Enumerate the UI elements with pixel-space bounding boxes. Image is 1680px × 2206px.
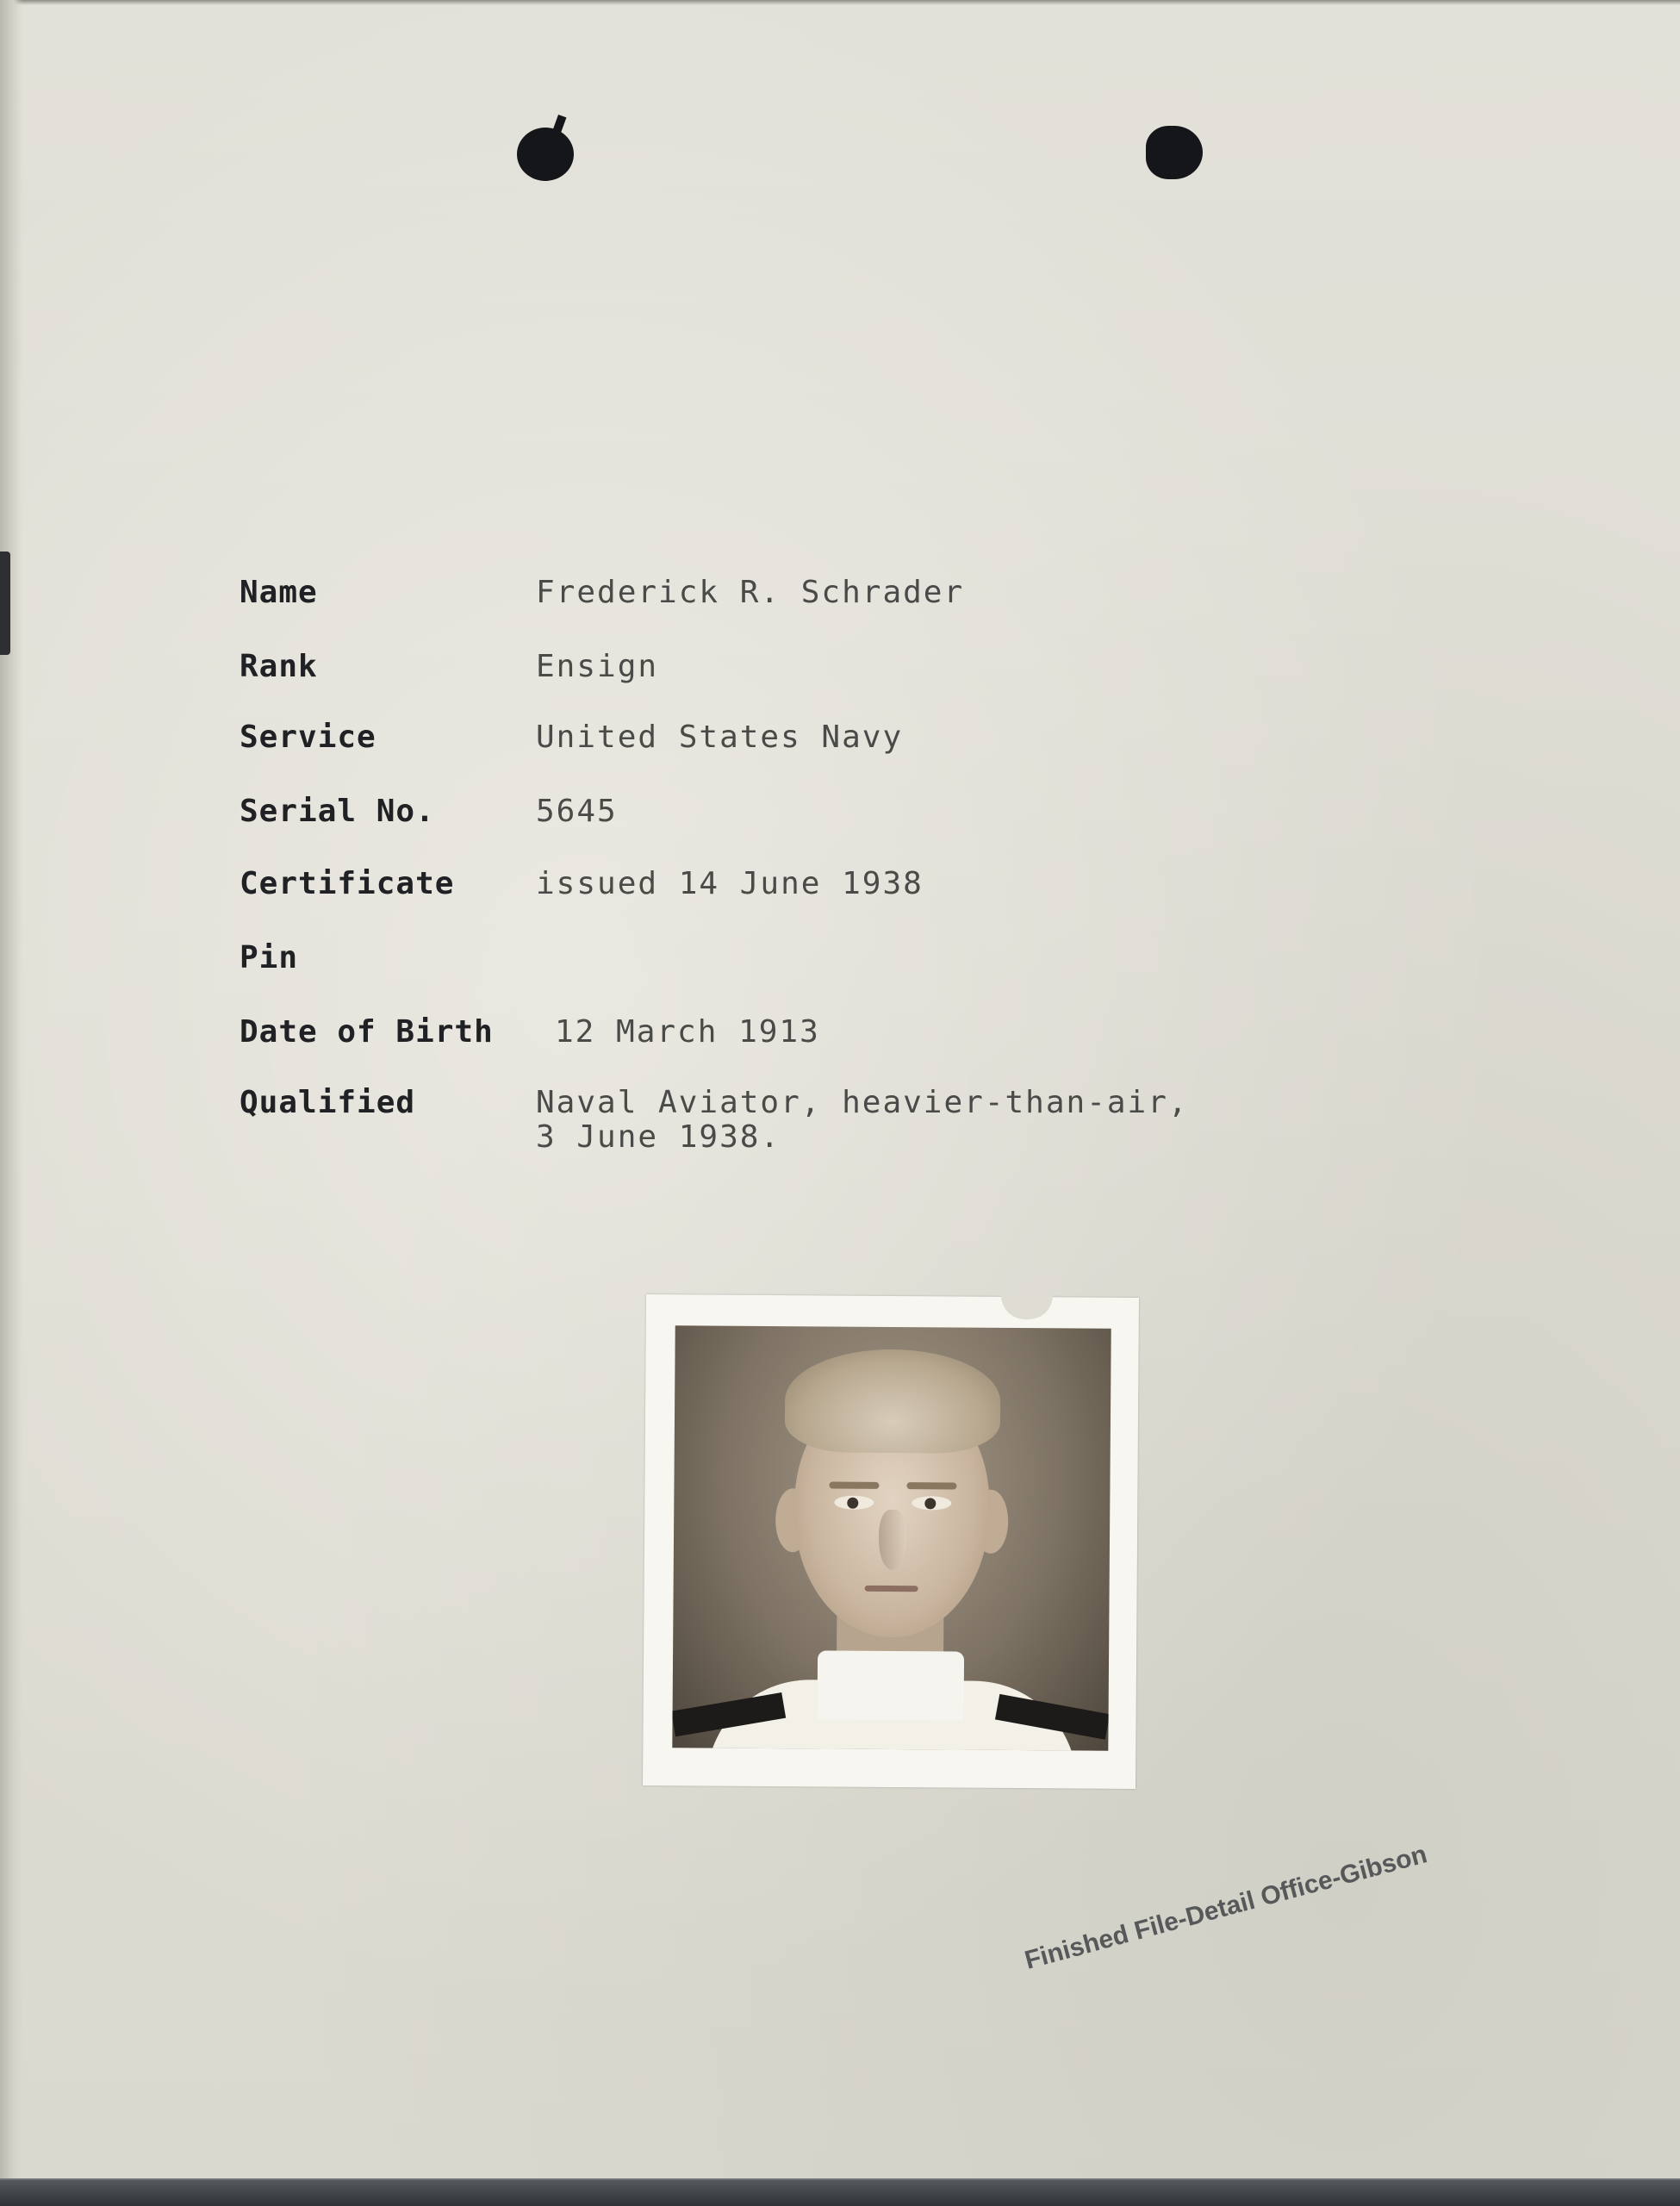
brow-right bbox=[906, 1482, 956, 1489]
paper-top-edge bbox=[0, 0, 1680, 5]
brow-left bbox=[829, 1481, 879, 1488]
serial-label: Serial No. bbox=[240, 794, 435, 829]
punch-hole-left bbox=[517, 128, 574, 181]
qualified-value-line-2: 3 June 1938. bbox=[536, 1119, 781, 1155]
serial-value: 5645 bbox=[536, 794, 618, 829]
folder-bottom-strip bbox=[0, 2178, 1680, 2206]
file-stamp: Finished File-Detail Office-Gibson bbox=[1022, 1840, 1430, 1975]
certificate-value: issued 14 June 1938 bbox=[536, 866, 924, 901]
hair bbox=[785, 1349, 1001, 1454]
mouth bbox=[865, 1586, 918, 1592]
punch-hole-right bbox=[1146, 126, 1203, 179]
service-label: Service bbox=[240, 720, 376, 755]
uniform-collar bbox=[818, 1650, 965, 1720]
date-of-birth-label: Date of Birth bbox=[240, 1014, 494, 1050]
portrait-image bbox=[672, 1325, 1111, 1751]
qualified-value-line-1: Naval Aviator, heavier-than-air, bbox=[536, 1085, 1189, 1120]
binder-tab bbox=[0, 552, 10, 655]
rank-value: Ensign bbox=[536, 649, 659, 684]
eye-left bbox=[834, 1496, 874, 1510]
portrait-photograph bbox=[643, 1294, 1139, 1789]
date-of-birth-value: 12 March 1913 bbox=[555, 1014, 820, 1050]
eye-right bbox=[912, 1496, 951, 1510]
photo-corner-tear bbox=[1001, 1295, 1053, 1319]
certificate-label: Certificate bbox=[240, 866, 455, 901]
paper-left-edge bbox=[0, 0, 22, 2206]
name-label: Name bbox=[240, 575, 318, 610]
qualified-label: Qualified bbox=[240, 1085, 416, 1120]
service-value: United States Navy bbox=[536, 720, 904, 755]
name-value: Frederick R. Schrader bbox=[536, 575, 965, 610]
pin-label: Pin bbox=[240, 940, 299, 975]
rank-label: Rank bbox=[240, 649, 318, 684]
